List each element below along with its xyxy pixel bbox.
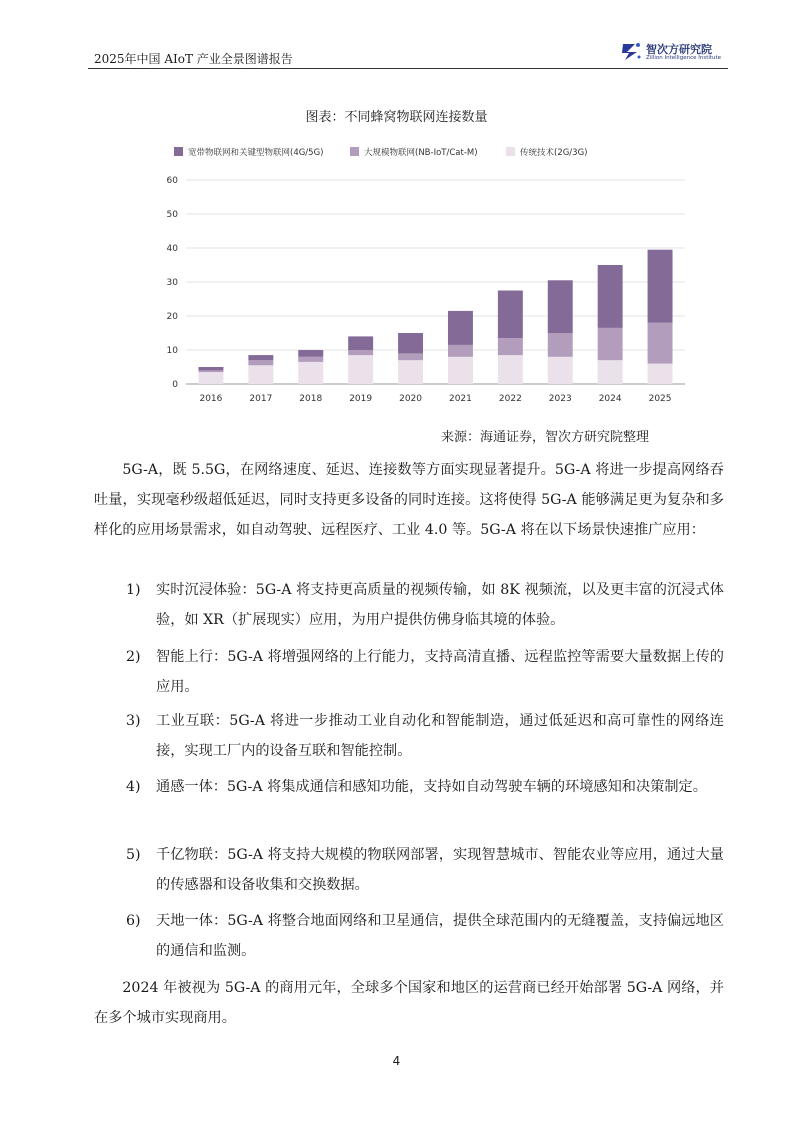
bar-segment <box>348 350 373 355</box>
x-tick-label: 2016 <box>199 394 223 404</box>
y-tick-label: 30 <box>166 278 178 288</box>
list-item-text: 智能上行：5G-A 将增强网络的上行能力，支持高清直播、远程监控等需要大量数据上传的应用。 <box>156 649 724 695</box>
bar-segment <box>248 365 273 384</box>
bar-segment <box>398 353 423 360</box>
bar-segment <box>198 370 223 372</box>
bar-segment <box>348 355 373 384</box>
list-item-number: 5) <box>126 847 141 863</box>
bar-segment <box>648 323 673 364</box>
legend-swatch <box>506 147 515 156</box>
bar-segment <box>548 333 573 357</box>
stacked-bar-chart <box>150 140 700 410</box>
y-tick-label: 0 <box>172 380 178 390</box>
list-item <box>126 575 724 635</box>
y-tick-label: 10 <box>166 346 178 356</box>
bar-segment <box>448 357 473 384</box>
header-divider <box>88 68 728 69</box>
figure-caption: 图表：不同蜂窝物联网连接数量 <box>305 110 488 125</box>
list-item <box>126 706 724 766</box>
page-number: 4 <box>392 1054 401 1068</box>
report-title: 2025年中国 AIoT 产业全景图谱报告 <box>94 52 293 66</box>
list-item <box>126 772 724 802</box>
legend-label: 大规模物联网(NB-IoT/Cat-M) <box>364 148 478 158</box>
legend-label: 传统技术(2G/3G) <box>520 148 588 158</box>
list-item-text: 通感一体：5G-A 将集成通信和感知功能，支持如自动驾驶车辆的环境感知和决策制定。 <box>156 779 707 795</box>
bar-segment <box>398 333 423 353</box>
y-tick-label: 40 <box>166 244 178 254</box>
x-tick-label: 2025 <box>648 394 672 404</box>
bar-segment <box>648 250 673 323</box>
list-item-text: 天地一体：5G-A 将整合地面网络和卫星通信，提供全球范围内的无缝覆盖，支持偏远地区的通信和监测。 <box>156 913 724 959</box>
bar-segment <box>298 350 323 357</box>
closing-paragraph <box>94 973 724 1033</box>
bar-segment <box>498 355 523 384</box>
x-tick-label: 2024 <box>598 394 622 404</box>
closing-text: 2024 年被视为 5G-A 的商用元年，全球多个国家和地区的运营商已经开始部署 5G-A 网络，并在多个城市实现商用。 <box>94 980 724 1026</box>
bar-segment <box>348 336 373 350</box>
institute-logo <box>620 40 730 66</box>
y-tick-label: 60 <box>166 176 178 186</box>
x-tick-label: 2020 <box>399 394 423 404</box>
intro-text: 5G-A，既 5.5G，在网络速度、延迟、连接数等方面实现显著提升。5G-A 将进一步提高网络吞吐量，实现毫秒级超低延迟，同时支持更多设备的同时连接。这将使得 5G-A 能够满足更为复杂和多样化的应用场景需求，如自动驾驶、远程医疗、工业 4.0 等。5G-A 将在以下场景快速推广应用： <box>94 462 724 538</box>
list-item-number: 4) <box>126 779 141 795</box>
bar-segment <box>198 367 223 370</box>
x-tick-label: 2019 <box>349 394 373 404</box>
bar-segment <box>498 338 523 355</box>
logo-name: 智次方研究院 <box>646 43 712 56</box>
bar-segment <box>248 355 273 360</box>
x-tick-label: 2017 <box>249 394 273 404</box>
list-item-text: 工业互联：5G-A 将进一步推动工业自动化和智能制造，通过低延迟和高可靠性的网络连接，实现工厂内的设备互联和智能控制。 <box>156 713 724 759</box>
bar-segment <box>448 345 473 357</box>
bar-segment <box>198 372 223 384</box>
bar-segment <box>548 357 573 384</box>
bar-segment <box>298 357 323 362</box>
list-item-text: 实时沉浸体验：5G-A 将支持更高质量的视频传输，如 8K 视频流，以及更丰富的沉浸式体验，如 XR（扩展现实）应用，为用户提供仿佛身临其境的体验。 <box>156 582 724 628</box>
bar-segment <box>498 291 523 339</box>
list-item <box>126 906 724 966</box>
bar-segment <box>448 311 473 345</box>
legend-swatch <box>174 147 183 156</box>
figure-source: 来源：海通证券，智次方研究院整理 <box>441 430 650 445</box>
legend-label: 宽带物联网和关键型物联网(4G/5G) <box>188 148 324 158</box>
bar-segment <box>248 360 273 365</box>
x-tick-label: 2018 <box>299 394 323 404</box>
x-tick-label: 2021 <box>448 394 472 404</box>
intro-paragraph <box>94 455 724 545</box>
bar-segment <box>648 364 673 384</box>
logo-icon <box>620 40 642 62</box>
list-item-number: 1) <box>126 582 141 598</box>
bar-segment <box>548 280 573 333</box>
list-item <box>126 642 724 702</box>
bar-segment <box>298 362 323 384</box>
y-tick-label: 20 <box>166 312 178 322</box>
logo-subtitle: Zillion Intelligence Institute <box>646 55 722 61</box>
x-tick-label: 2023 <box>548 394 572 404</box>
bar-segment <box>598 360 623 384</box>
bar-segment <box>398 360 423 384</box>
list-item-number: 3) <box>126 713 141 729</box>
list-item <box>126 840 724 900</box>
list-item-number: 2) <box>126 649 141 665</box>
x-tick-label: 2022 <box>498 394 522 404</box>
list-item-text: 千亿物联：5G-A 将支持大规模的物联网部署，实现智慧城市、智能农业等应用，通过大量的传感器和设备收集和交换数据。 <box>156 847 724 893</box>
y-tick-label: 50 <box>166 210 178 220</box>
legend-swatch <box>350 147 359 156</box>
bar-segment <box>598 265 623 328</box>
bar-segment <box>598 328 623 360</box>
list-item-number: 6) <box>126 913 141 929</box>
